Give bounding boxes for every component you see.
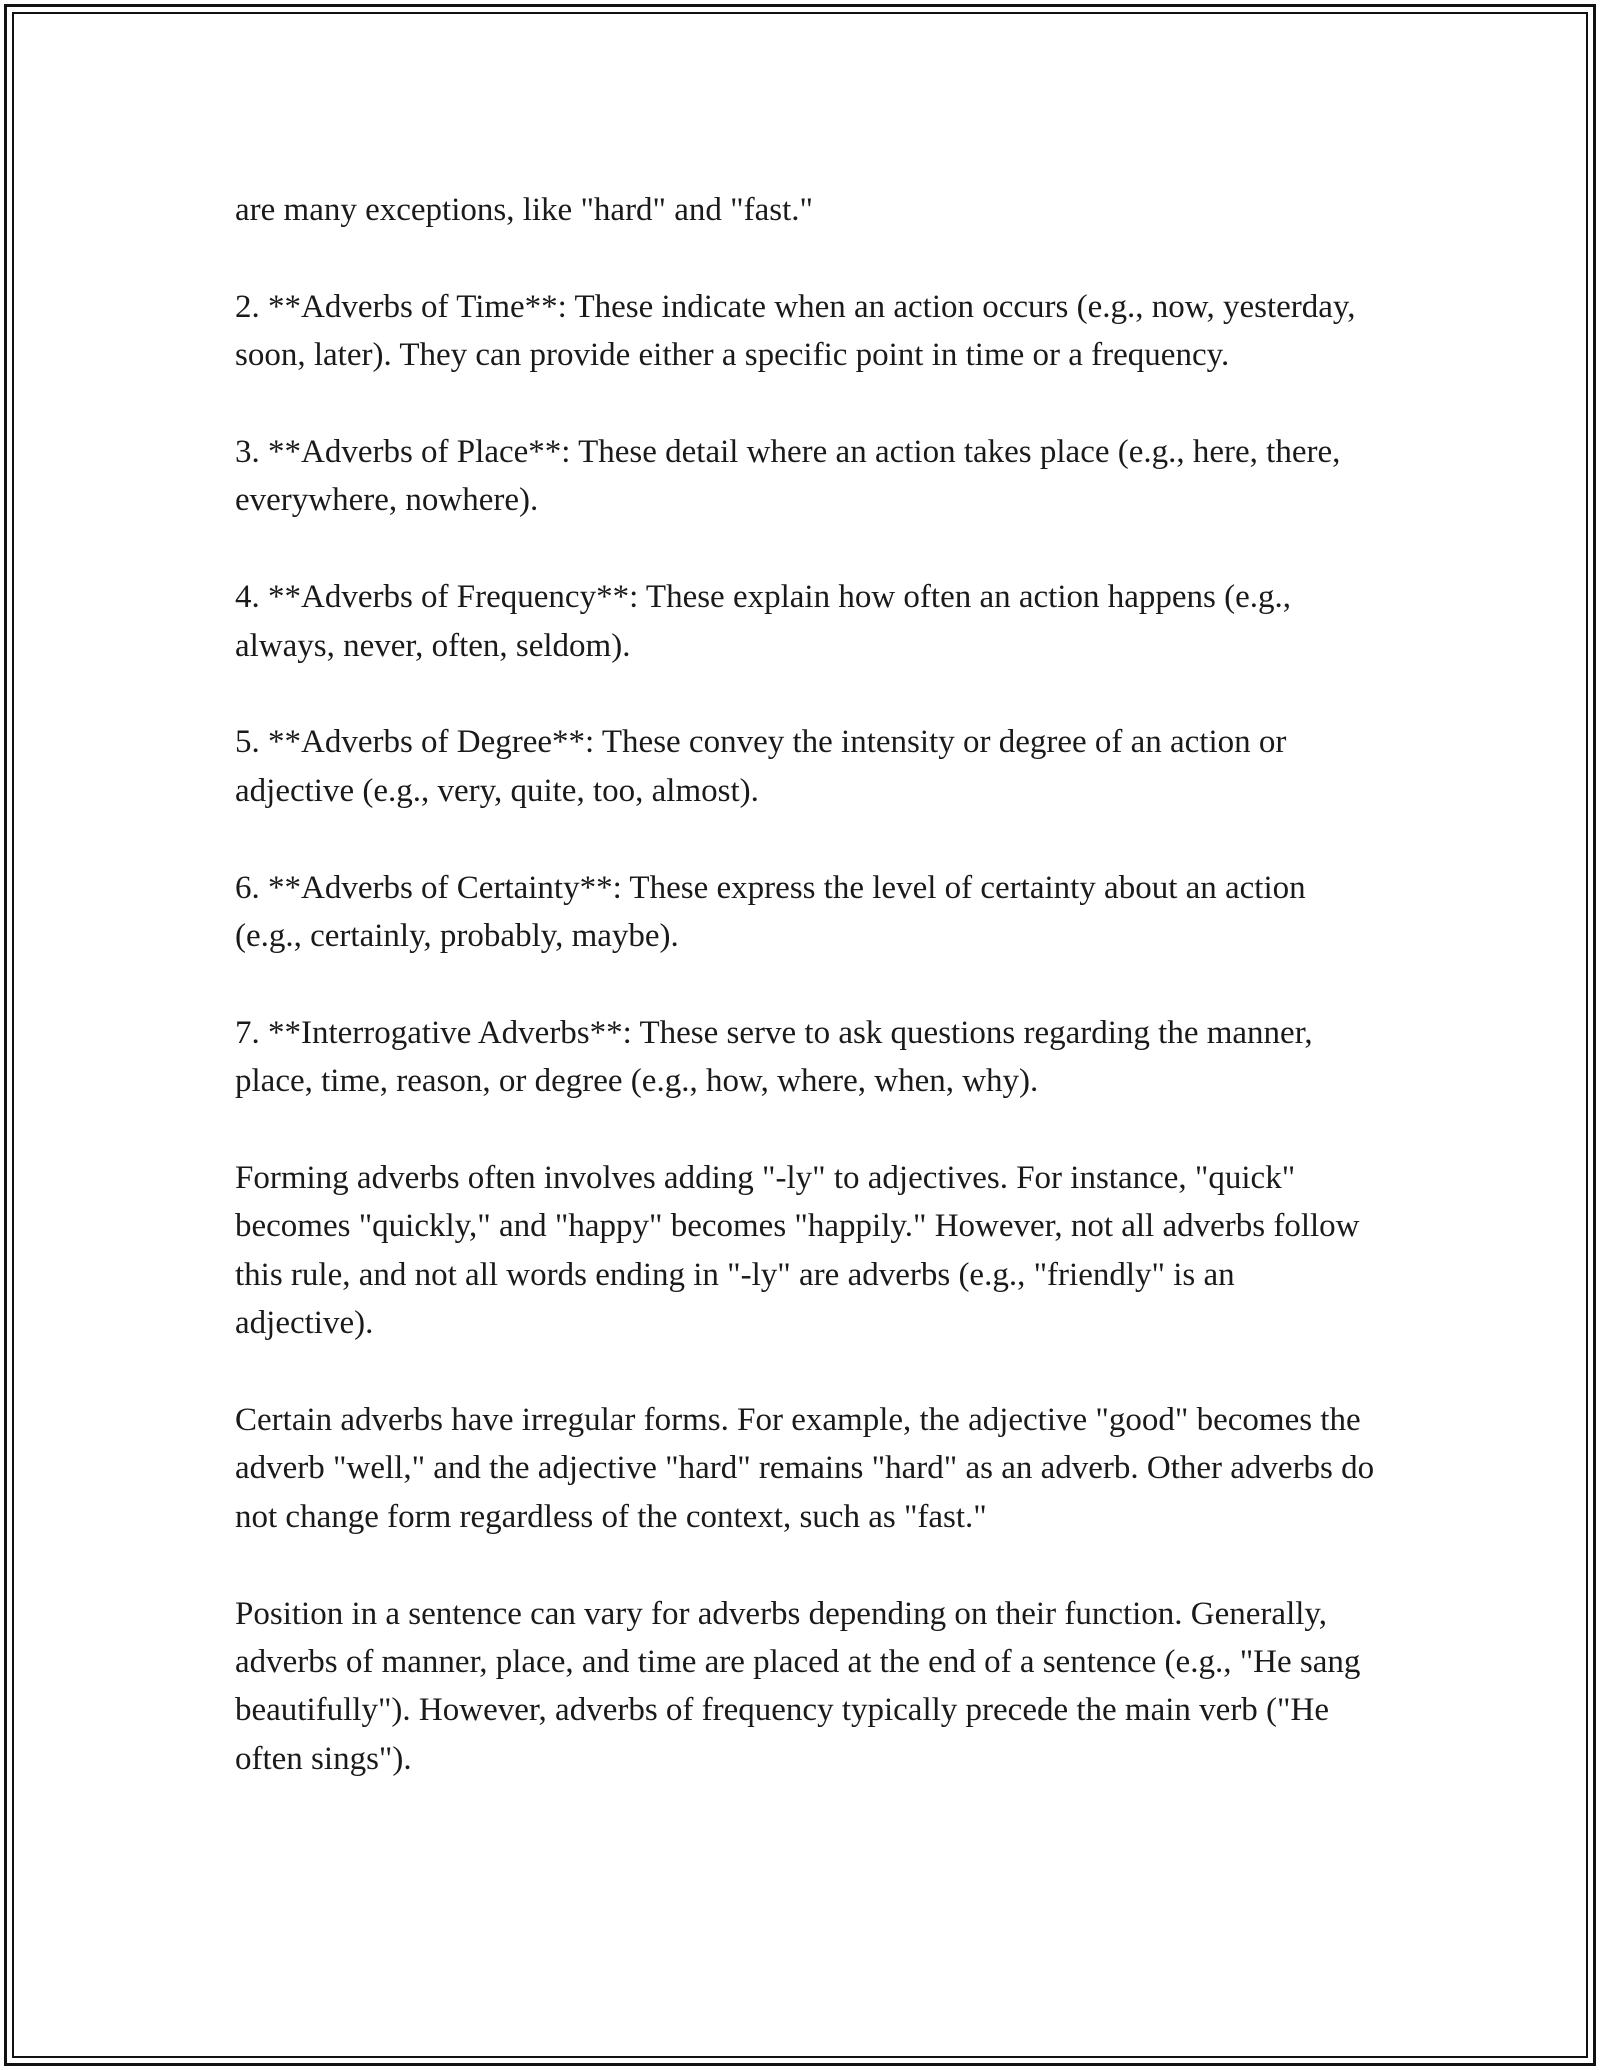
paragraph-adverbs-of-frequency: 4. **Adverbs of Frequency**: These explain how often an action happens (e.g., always, never, often, seldom). xyxy=(235,579,1292,664)
paragraph-interrogative-adverbs: 7. **Interrogative Adverbs**: These serve to ask questions regarding the manner, place, time, reason, or degree (e.g., how, where, when, why). xyxy=(235,1014,1313,1100)
paragraph-adverbs-of-certainty: 6. **Adverbs of Certainty**: These express the level of certainty about an action (e.g., certainly, probably, maybe). xyxy=(235,869,1306,955)
paragraph-forming-adverbs: Forming adverbs often involves adding "-ly" to adjectives. For instance, "quick" becomes "quickly," and "happy" becomes "happily." However, not all adverbs follow this rule, and not all words ending in "-ly" are adverbs (e.g., "friendly" is an adjective). xyxy=(235,1160,1360,1342)
paragraph-adverbs-of-degree: 5. **Adverbs of Degree**: These convey the intensity or degree of an action or adjective (e.g., very, quite, too, almost). xyxy=(235,724,1287,809)
document-body xyxy=(235,186,1380,1832)
paragraph-continuation: are many exceptions, like "hard" and "fast." xyxy=(235,192,814,228)
paragraph-adverbs-of-time: 2. **Adverbs of Time**: These indicate when an action occurs (e.g., now, yesterday, soon, later). They can provide either a specific point in time or a frequency. xyxy=(235,288,1356,374)
paragraph-adverbs-of-place: 3. **Adverbs of Place**: These detail where an action takes place (e.g., here, there, everywhere, nowhere). xyxy=(235,434,1341,519)
paragraph-irregular-forms: Certain adverbs have irregular forms. For example, the adjective "good" becomes the adverb "well," and the adjective "hard" remains "hard" as an adverb. Other adverbs do not change form regardless of the context, such as "fast." xyxy=(235,1402,1375,1535)
paragraph-position-in-sentence: Position in a sentence can vary for adverbs depending on their function. Generally, adverbs of manner, place, and time are placed at the end of a sentence (e.g., "He sang beautifully"). However, adverbs of frequency typically precede the main verb ("He often sings"). xyxy=(235,1595,1361,1777)
